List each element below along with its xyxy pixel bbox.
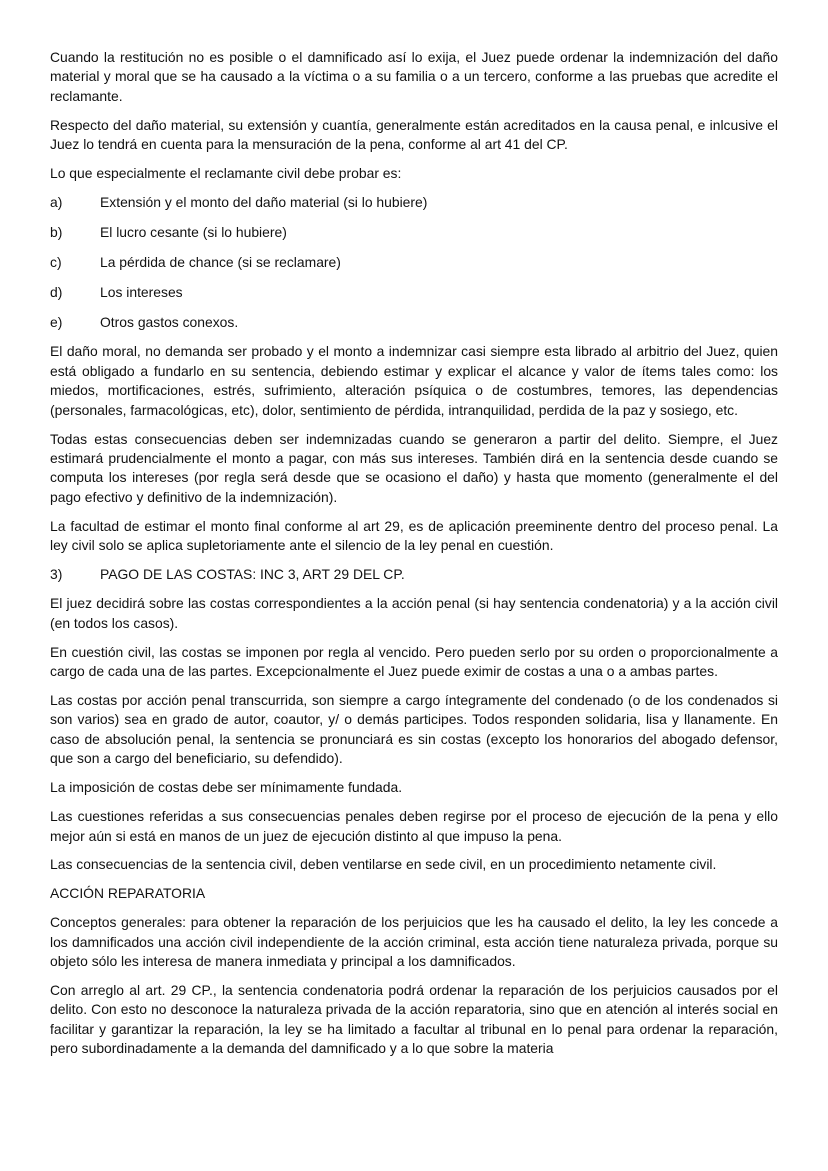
list-text: Los intereses <box>100 283 183 300</box>
list-text: El lucro cesante (si lo hubiere) <box>100 223 287 240</box>
paragraph-imposicion-costas: La imposición de costas debe ser mínimamente fundada. <box>50 779 403 796</box>
section-heading-pago-costas <box>50 565 778 584</box>
list-item <box>50 283 778 302</box>
paragraph-dano-material: Respecto del daño material, su extensión y cuantía, generalmente están acreditados en la causa penal, e inlcusive el Juez lo tendrá en cuenta para la mensuración de la pena, conforme al art 41 del CP. <box>50 116 778 153</box>
paragraph-consecuencias-penales: Las cuestiones referidas a sus consecuencias penales deben regirse por el proceso de ejecución de la pena y ello mejor aún si está en manos de un juez de ejecución distinto al que impuso la pena. <box>50 808 778 844</box>
paragraph-arreglo-art29: Con arreglo al art. 29 CP., la sentencia condenatoria podrá ordenar la reparación de los perjuicios causados por el delito. Con esto no desconoce la naturaleza privada de la acción reparatoria, sino que en atención al interés social en facilitar y garantizar la reparación, la ley se ha limitado a facultar al tribunal en lo penal para ordenar la reparación, pero subordinadamente a la demanda del damnificado y a lo que sobre la materia <box>50 981 778 1057</box>
list-item <box>50 253 778 272</box>
paragraph-consecuencias-indemnizadas: Todas estas consecuencias deben ser indemnizadas cuando se generaron a partir del delito. Siempre, el Juez estimará prudencialmente el monto a pagar, con más sus intereses. También dirá en la sentencia desde cuando se computa los intereses (por regla será desde que se ocasiono el daño) y hasta que momento (generalmente el del pago efectivo y definitivo de la indemnización). <box>50 430 778 505</box>
paragraph-facultad-estimar: La facultad de estimar el monto final conforme al art 29, es de aplicación preeminente dentro del proceso penal. La ley civil solo se aplica supletoriamente ante el silencio de la ley penal en cuestión. <box>50 517 778 554</box>
document-page <box>50 48 778 1068</box>
paragraph-restitucion: Cuando la restitución no es posible o el damnificado así lo exija, el Juez puede ordenar la indemnización del daño material y moral que se ha causado a la víctima o a su familia o a un tercero, conforme a las pruebas que acredite el reclamante. <box>50 49 778 104</box>
section-title: PAGO DE LAS COSTAS: INC 3, ART 29 DEL CP. <box>100 566 405 583</box>
list-text: La pérdida de chance (si se reclamare) <box>100 253 341 270</box>
paragraph-reclamante-debe-probar: Lo que especialmente el reclamante civil debe probar es: <box>50 165 402 182</box>
section-marker: 3) <box>50 566 63 583</box>
paragraph-cuestion-civil: En cuestión civil, las costas se imponen por regla al vencido. Pero pueden serlo por su orden o proporcionalmente a cargo de cada una de las partes. Excepcionalmente el Juez puede eximir de costas a una o a ambas partes. <box>50 643 778 680</box>
list-text: Extensión y el monto del daño material (si lo hubiere) <box>100 193 428 210</box>
list-item <box>50 193 778 212</box>
list-item <box>50 223 778 242</box>
list-marker: b) <box>50 223 63 240</box>
list-item <box>50 313 778 332</box>
list-marker: a) <box>50 193 63 210</box>
list-marker: e) <box>50 313 63 330</box>
section-heading-accion-reparatoria: ACCIÓN REPARATORIA <box>50 885 206 902</box>
paragraph-sede-civil: Las consecuencias de la sentencia civil, deben ventilarse en sede civil, en un procedimiento netamente civil. <box>50 856 717 873</box>
list-marker: c) <box>50 253 62 270</box>
paragraph-dano-moral: El daño moral, no demanda ser probado y el monto a indemnizar casi siempre esta librado al arbitrio del Juez, quien está obligado a fundarlo en su sentencia, debiendo estimar y explicar el alcance y valor de ítems tales como: los miedos, mortificaciones, estrés, sufrimiento, alteración psíquica o de costumbres, temores, las dependencias (personales, farmacológicas, etc), dolor, sentimiento de pérdida, intranquilidad, perdida de la paz y sosiego, etc. <box>50 343 778 418</box>
paragraph-juez-costas: El juez decidirá sobre las costas correspondientes a la acción penal (si hay sentencia condenatoria) y a la acción civil (en todos los casos). <box>50 595 778 631</box>
paragraph-conceptos-generales: Conceptos generales: para obtener la reparación de los perjuicios que les ha causado el delito, la ley les concede a los damnificados una acción civil independiente de la acción criminal, esta acción tiene naturaleza privada, porque su objeto sólo les interesa de manera inmediata y principal a los damnificados. <box>50 914 778 970</box>
paragraph-costas-accion-penal: Las costas por acción penal transcurrida, son siempre a cargo íntegramente del condenado (o de los condenados si son varios) sea en grado de autor, coautor, y/ o demás participes. Todos responden solidaria, lisa y llanamente. En caso de absolución penal, la sentencia se pronunciará es sin costas (excepto los honorarios del abogado defensor, que son a cargo del beneficiario, su defendido). <box>50 692 778 767</box>
list-text: Otros gastos conexos. <box>100 313 239 330</box>
list-marker: d) <box>50 283 63 300</box>
